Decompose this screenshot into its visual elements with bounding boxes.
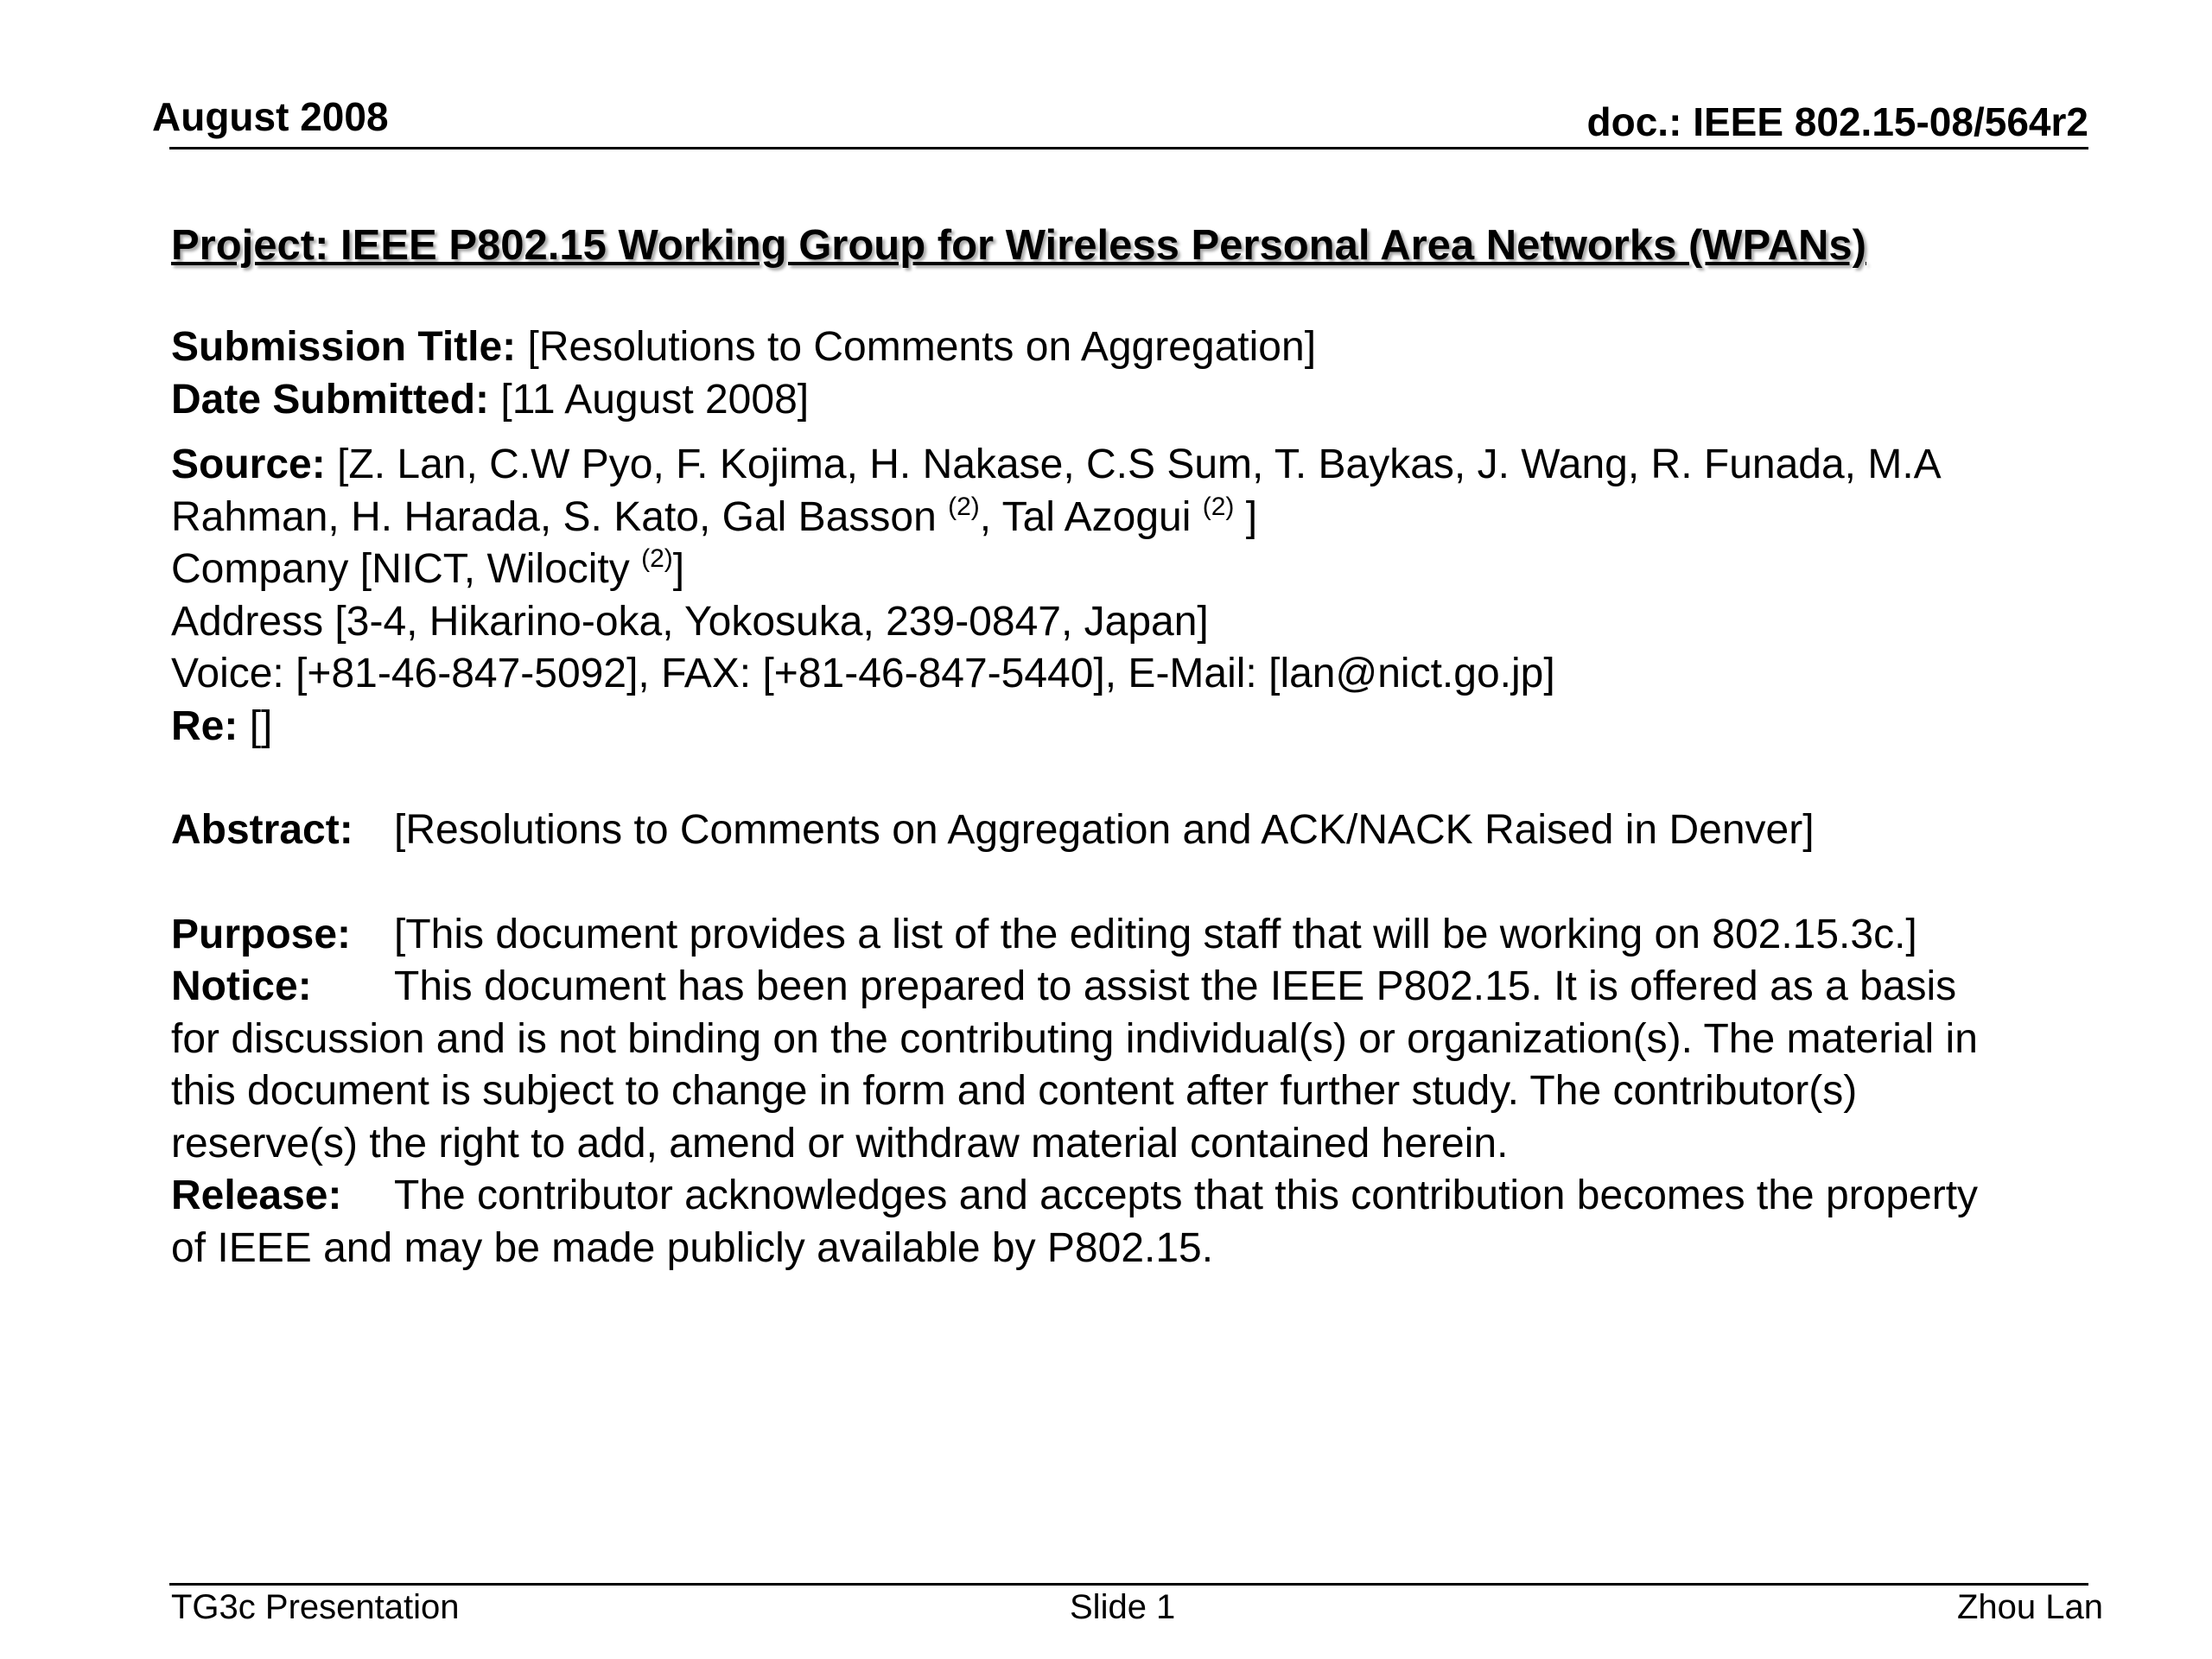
release-line-2: of IEEE and may be made publicly available by P802.15. bbox=[171, 1224, 1214, 1271]
contact-line: Voice: [+81-46-847-5092], FAX: [+81-46-847-5440], E-Mail: [lan@nict.go.jp] bbox=[171, 651, 1555, 696]
source-authors-2c: ] bbox=[1234, 493, 1258, 540]
address-line: Address [3-4, Hikarino-oka, Yokosuka, 239-0847, Japan] bbox=[171, 598, 1209, 645]
company-text-a: Company [NICT, Wilocity bbox=[171, 546, 642, 592]
re-value: [] bbox=[249, 702, 273, 749]
notice-line-2: for discussion and is not binding on the contributing individual(s) or organization(s). The material in bbox=[171, 1015, 1978, 1062]
source-line-2 bbox=[171, 492, 2081, 544]
source-authors-1: [Z. Lan, C.W Pyo, F. Kojima, H. Nakase, C.S Sum, T. Baykas, J. Wang, R. Funada, M.A bbox=[337, 442, 1942, 487]
date-submitted-line bbox=[171, 374, 2081, 427]
submission-title-value: [Resolutions to Comments on Aggregation] bbox=[527, 324, 1317, 370]
source-authors-2b: , Tal Azogui bbox=[979, 493, 1203, 540]
notice-text-1: This document has been prepared to assist the IEEE P802.15. It is offered as a basis bbox=[394, 963, 1957, 1009]
release-label: Release: bbox=[171, 1173, 342, 1218]
company-line bbox=[171, 543, 2081, 596]
abstract-value: [Resolutions to Comments on Aggregation and ACK/NACK Raised in Denver] bbox=[394, 807, 1815, 853]
header-date: August 2008 bbox=[152, 94, 389, 139]
header-divider bbox=[169, 147, 2088, 149]
abstract-line bbox=[171, 804, 2081, 857]
affiliation-marker: (2) bbox=[948, 492, 980, 521]
notice-line-3: this document is subject to change in form and content after further study. The contributor(s) bbox=[171, 1068, 1858, 1114]
release-line-1 bbox=[171, 1170, 2081, 1223]
purpose-value: [This document provides a list of the editing staff that will be working on 802.15.3c.] bbox=[394, 911, 1917, 957]
affiliation-marker: (2) bbox=[1202, 492, 1235, 521]
document-body bbox=[171, 321, 2081, 1274]
purpose-line bbox=[171, 909, 2081, 962]
footer-author: Zhou Lan bbox=[1956, 1588, 2103, 1626]
source-authors-2a: Rahman, H. Harada, S. Kato, Gal Basson bbox=[171, 493, 949, 540]
footer-divider bbox=[169, 1583, 2088, 1586]
purpose-label: Purpose: bbox=[171, 911, 352, 957]
release-text-1: The contributor acknowledges and accepts that this contribution becomes the property bbox=[394, 1173, 1979, 1218]
notice-label: Notice: bbox=[171, 963, 312, 1009]
source-line-1 bbox=[171, 439, 2081, 492]
submission-title-label: Submission Title: bbox=[171, 324, 517, 370]
notice-line-4: reserve(s) the right to add, amend or withdraw material contained herein. bbox=[171, 1120, 1509, 1166]
company-text-b: ] bbox=[672, 546, 685, 592]
abstract-label: Abstract: bbox=[171, 807, 353, 853]
notice-line-1 bbox=[171, 961, 2081, 1014]
source-label: Source: bbox=[171, 442, 326, 487]
date-submitted-label: Date Submitted: bbox=[171, 376, 490, 423]
date-submitted-value: [11 August 2008] bbox=[500, 376, 810, 423]
submission-title-line bbox=[171, 321, 2081, 374]
header-doc-id: doc.: IEEE 802.15-08/564r2 bbox=[1586, 99, 2088, 144]
affiliation-marker: (2) bbox=[641, 544, 673, 573]
footer-slide-number: Slide 1 bbox=[1070, 1588, 1176, 1626]
re-label: Re: bbox=[171, 702, 238, 749]
project-title: Project: IEEE P802.15 Working Group for Wireless Personal Area Networks (WPANs) bbox=[171, 222, 1866, 269]
re-line bbox=[171, 701, 2081, 753]
footer-presentation: TG3c Presentation bbox=[171, 1588, 460, 1626]
